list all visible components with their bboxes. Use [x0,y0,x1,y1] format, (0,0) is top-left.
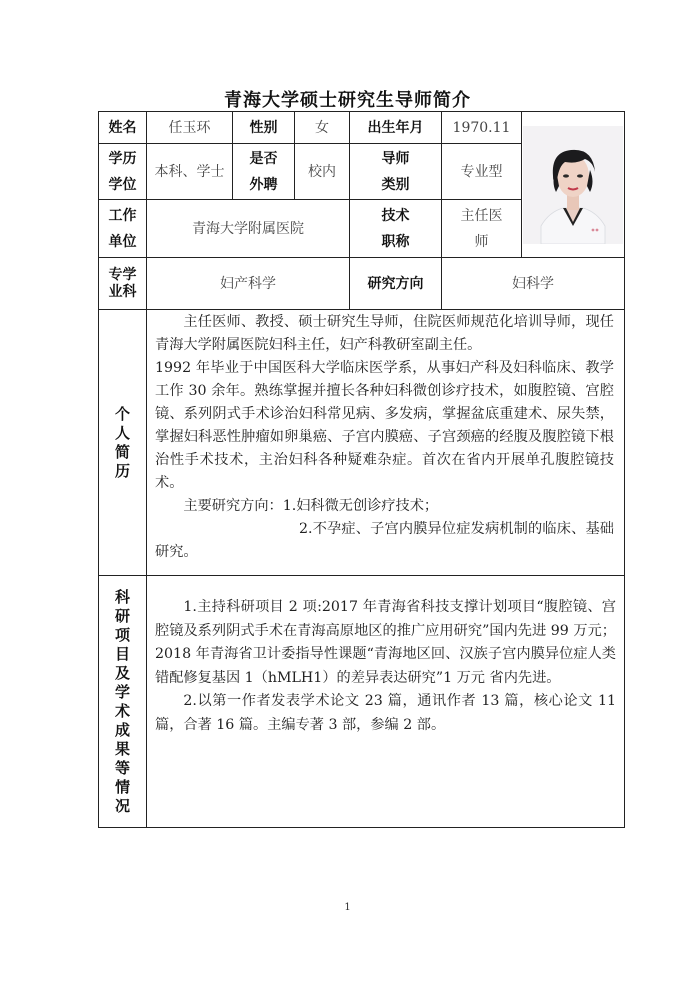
mentor-type-label: 导师类别 [381,150,410,193]
name-value: 任玉环 [168,119,211,136]
birth-cell [442,112,522,144]
page-number: 1 [344,902,351,913]
workplace-value: 青海大学附属医院 [192,220,304,237]
gender-cell [295,112,350,144]
education-cell [147,144,233,200]
research-paragraph-1: 1.主持科研项目 2 项:2017 年青海省科技支撑计划项目“腹腔镜、宫腔镜及系列阴式手术在青海高原地区的推广应用研究”国内先进 99 万元；2018 年青海省卫计委指导性课题“青海地区回、汉族子宫内膜异位症人类错配修复基因 1（hMLH1）的差异表达研究”1 万元 省内先进。 [155,599,616,686]
birth-label: 出生年月 [367,119,424,136]
education-label-cell [99,144,147,200]
bio-paragraph-2: 1992 年毕业于中国医科大学临床医学系，从事妇产科及妇科临床、教学工作 30 余年。熟练掌握并擅长各种妇科微创诊疗技术，如腹腔镜、宫腔镜、系列阴式手术诊治妇科常见病、多发病，掌握盆底重建术、尿失禁，掌握妇科恶性肿瘤如卵巢癌、子宫内膜癌、子宫颈癌的经腹及腹腔镜下根治性手术技术，主治妇科各种疑难杂症。首次在省内开展单孔腹腔镜技术。 [155,360,614,491]
bio-label-cell [99,310,147,576]
portrait-photo [523,126,623,244]
bio-label: 个人简历 [114,404,130,480]
direction-label: 研究方向 [367,275,424,292]
research-content [147,576,625,828]
direction-label-cell [350,258,442,310]
birth-value: 1970.11 [452,119,511,136]
workplace-label: 工作单位 [108,207,137,250]
direction-cell [442,258,625,310]
mentor-type-value: 专业型 [460,163,503,180]
profile-table [98,111,625,828]
bio-content [147,310,625,576]
external-label: 是否外聘 [249,150,278,193]
name-label: 姓名 [108,119,137,136]
tech-title-label: 技术职称 [381,207,410,250]
major-label: 专学业科 [108,266,137,300]
gender-value: 女 [315,119,329,136]
tech-title-cell [442,200,522,258]
major-label-cell [99,258,147,310]
research-paragraph-2: 2.以第一作者发表学术论文 23 篇，通讯作者 13 篇，核心论文 11 篇，合著 16 篇。主编专著 3 部，参编 2 部。 [155,693,616,733]
mentor-type-cell [442,144,522,200]
research-label: 科研项目及学术成果等情况 [114,587,130,815]
workplace-cell [147,200,350,258]
major-value: 妇产科学 [220,275,276,292]
mentor-type-label-cell [350,144,442,200]
gender-label-cell [233,112,295,144]
major-cell [147,258,350,310]
page-title: 青海大学硕士研究生导师简介 [224,90,471,111]
bio-paragraph-4: 2.不孕症、子宫内膜异位症发病机制的临床、基础研究。 [155,521,614,560]
gender-label: 性别 [249,119,278,136]
photo-cell [522,112,625,258]
bio-paragraph-1: 主任医师、教授、硕士研究生导师，住院医师规范化培训导师，现任青海大学附属医院妇科主任，妇产科教研室副主任。 [155,314,614,353]
workplace-label-cell [99,200,147,258]
name-label-cell [99,112,147,144]
tech-title-label-cell [350,200,442,258]
direction-value: 妇科学 [512,275,554,292]
bio-paragraph-3: 主要研究方向：1.妇科微无创诊疗技术； [183,498,439,514]
education-label: 学历学位 [108,150,137,193]
birth-label-cell [350,112,442,144]
external-label-cell [233,144,295,200]
tech-title-value: 主任医师 [460,207,503,250]
external-cell [295,144,350,200]
education-value: 本科、学士 [154,163,225,180]
research-label-cell [99,576,147,828]
name-cell [147,112,233,144]
external-value: 校内 [308,163,336,180]
